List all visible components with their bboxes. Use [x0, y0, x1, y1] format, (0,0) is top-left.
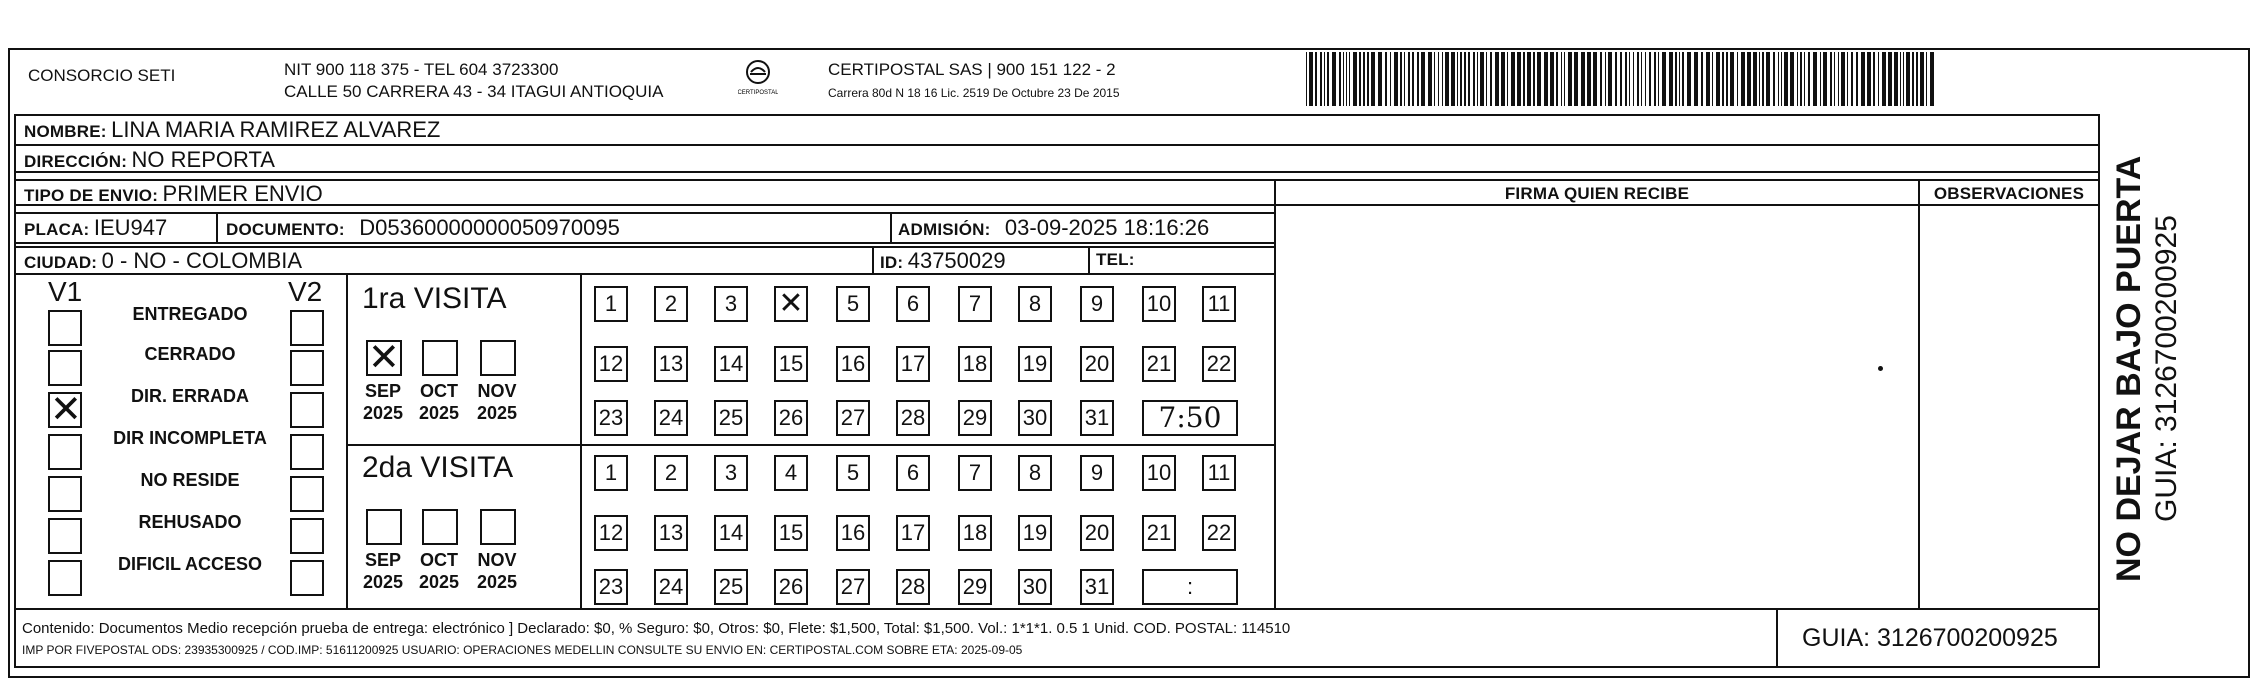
plate-value: IEU947 — [93, 215, 168, 240]
time-field[interactable]: 7:50 — [1142, 400, 1238, 436]
company-name: CERTIPOSTAL SAS | 900 151 122 - 2 — [828, 60, 1116, 79]
day-box[interactable]: 27 — [836, 569, 870, 605]
certipostal-logo — [738, 58, 778, 102]
day-box[interactable]: 4 — [774, 455, 808, 491]
month-checkbox[interactable] — [422, 340, 458, 376]
day-box[interactable]: 24 — [654, 569, 688, 605]
day-box[interactable]: 28 — [896, 569, 930, 605]
admision-label: ADMISIÓN: — [898, 220, 991, 239]
nombre-label: NOMBRE: — [24, 122, 107, 141]
recipient-name-row — [24, 117, 440, 143]
day-box[interactable]: 2 — [654, 286, 688, 322]
day-box[interactable]: 7 — [958, 286, 992, 322]
day-box[interactable]: 5 — [836, 455, 870, 491]
observaciones-header: OBSERVACIONES — [1933, 184, 2085, 203]
id-value: 43750029 — [907, 248, 1006, 273]
tel-row — [1096, 250, 1135, 270]
status-label: CERRADO — [144, 344, 236, 364]
v2-checkbox[interactable] — [290, 350, 324, 386]
city-value: 0 - NO - COLOMBIA — [101, 248, 303, 273]
admission-value: 03-09-2025 18:16:26 — [1004, 215, 1210, 240]
v2-checkbox[interactable] — [290, 310, 324, 346]
month-name: SEP — [364, 381, 402, 401]
id-label: ID: — [880, 253, 904, 272]
license-text: Carrera 80d N 18 16 Lic. 2519 De Octubre 23 De 2015 — [828, 86, 1120, 100]
day-box[interactable]: 10 — [1142, 286, 1176, 322]
month-checkbox[interactable] — [480, 509, 516, 545]
v2-label: V2 — [288, 276, 323, 307]
v2-checkbox[interactable] — [290, 518, 324, 554]
v1-checkbox[interactable] — [48, 476, 82, 512]
v1-checkbox[interactable] — [48, 518, 82, 554]
address-line: CALLE 50 CARRERA 43 - 34 ITAGUI ANTIOQUIA — [284, 82, 664, 101]
print-info: IMP POR FIVEPOSTAL ODS: 23935300925 / COD.IMP: 51611200925 USUARIO: OPERACIONES MEDELLIN CONSULTE SU ENVIO EN: CERTIPOSTAL.COM SOBRE ETA: 2025-09-05 — [22, 643, 1023, 657]
documento-label: DOCUMENTO: — [226, 220, 345, 239]
day-box[interactable]: 29 — [958, 569, 992, 605]
day-box[interactable]: 28 — [896, 400, 930, 436]
side-warning: NO DEJAR BAJO PUERTA — [2110, 155, 2148, 582]
day-box[interactable]: 31 — [1080, 569, 1114, 605]
status-label: DIR INCOMPLETA — [113, 428, 267, 448]
month-year: 2025 — [362, 403, 404, 423]
day-box[interactable]: 20 — [1080, 515, 1114, 551]
day-box[interactable]: 18 — [958, 346, 992, 382]
direccion-label: DIRECCIÓN: — [24, 152, 128, 171]
id-row — [880, 248, 1006, 274]
checkmark-icon: ✕ — [368, 335, 400, 379]
firma-header: FIRMA QUIEN RECIBE — [1504, 184, 1690, 203]
day-box[interactable]: 17 — [896, 346, 930, 382]
month-label — [470, 549, 524, 593]
day-box[interactable]: 14 — [714, 515, 748, 551]
day-box[interactable]: 13 — [654, 346, 688, 382]
v1-checkbox[interactable] — [48, 350, 82, 386]
month-label — [356, 380, 410, 424]
day-box[interactable]: 19 — [1018, 515, 1052, 551]
content-description: Contenido: Documentos Medio recepción prueba de entrega: electrónico ] Declarado: $0, % Seguro: $0, Otros: $0, Flete: $1,500, Total: $1,500. Vol.: 1*1*1. 0.5 1 Unid. COD. POSTAL: 114510 — [22, 620, 1291, 637]
month-name: OCT — [420, 550, 458, 570]
time-field[interactable]: : — [1142, 569, 1238, 605]
day-box[interactable]: 11 — [1202, 286, 1236, 322]
day-box[interactable]: 12 — [594, 515, 628, 551]
day-box[interactable]: ✕ — [774, 286, 808, 322]
month-checkbox[interactable] — [480, 340, 516, 376]
day-box[interactable]: 25 — [714, 569, 748, 605]
placa-label: PLACA: — [24, 220, 90, 239]
v2-checkbox[interactable] — [290, 560, 324, 596]
month-name: NOV — [477, 550, 517, 570]
nit-line: NIT 900 118 375 - TEL 604 3723300 — [284, 60, 559, 79]
shipment-type: PRIMER ENVIO — [162, 181, 323, 206]
status-label: DIR. ERRADA — [130, 386, 249, 406]
day-box[interactable]: 16 — [836, 346, 870, 382]
document-value: D05360000000050970095 — [359, 215, 620, 240]
v1-label: V1 — [48, 276, 83, 307]
day-box[interactable]: 16 — [836, 515, 870, 551]
day-box[interactable]: 1 — [594, 286, 628, 322]
day-box[interactable]: 18 — [958, 515, 992, 551]
visit-title: 1ra VISITA — [362, 282, 507, 315]
admission-row — [898, 215, 1209, 241]
day-box[interactable]: 21 — [1142, 515, 1176, 551]
day-box[interactable]: 3 — [714, 286, 748, 322]
v1-checkbox[interactable] — [48, 310, 82, 346]
day-box[interactable]: 29 — [958, 400, 992, 436]
month-year: 2025 — [418, 403, 460, 423]
day-box[interactable]: 10 — [1142, 455, 1176, 491]
month-year: 2025 — [362, 572, 404, 592]
v2-checkbox[interactable] — [290, 434, 324, 470]
month-name: SEP — [364, 550, 402, 570]
tipo-envio-label: TIPO DE ENVIO: — [24, 186, 159, 205]
day-box[interactable]: 21 — [1142, 346, 1176, 382]
day-box[interactable]: 27 — [836, 400, 870, 436]
status-label: ENTREGADO — [132, 304, 248, 324]
v1-checkbox[interactable] — [48, 560, 82, 596]
status-label: NO RESIDE — [140, 470, 240, 490]
day-box[interactable]: 9 — [1080, 455, 1114, 491]
v1-checkbox[interactable] — [48, 434, 82, 470]
tel-label: TEL: — [1096, 250, 1135, 269]
day-box[interactable]: 9 — [1080, 286, 1114, 322]
day-box[interactable]: 30 — [1018, 400, 1052, 436]
day-box[interactable]: 26 — [774, 400, 808, 436]
day-box[interactable]: 17 — [896, 515, 930, 551]
month-year: 2025 — [476, 403, 518, 423]
day-box[interactable]: 19 — [1018, 346, 1052, 382]
day-box[interactable]: 12 — [594, 346, 628, 382]
month-checkbox[interactable] — [422, 509, 458, 545]
address-row — [24, 147, 275, 173]
day-box[interactable]: 31 — [1080, 400, 1114, 436]
footer-guia: GUIA: 3126700200925 — [1802, 624, 2058, 652]
city-row — [24, 248, 302, 274]
address-value: NO REPORTA — [131, 147, 275, 172]
month-label — [412, 380, 466, 424]
month-label — [470, 380, 524, 424]
logo-text: CERTIPOSTAL — [738, 90, 778, 96]
day-box[interactable]: 13 — [654, 515, 688, 551]
ciudad-label: CIUDAD: — [24, 253, 98, 272]
day-box[interactable]: 6 — [896, 455, 930, 491]
day-box[interactable]: 25 — [714, 400, 748, 436]
side-guia: GUIA: 3126700200925 — [2150, 215, 2183, 522]
day-box[interactable]: 1 — [594, 455, 628, 491]
day-box[interactable]: 23 — [594, 400, 628, 436]
checkmark-icon: ✕ — [50, 387, 82, 431]
day-box[interactable]: 15 — [774, 346, 808, 382]
month-checkbox[interactable] — [366, 509, 402, 545]
shipment-type-row — [24, 181, 323, 207]
month-label — [356, 549, 410, 593]
day-box[interactable]: 26 — [774, 569, 808, 605]
status-label: DIFICIL ACCESO — [117, 554, 262, 574]
day-box[interactable]: 14 — [714, 346, 748, 382]
day-box[interactable]: 30 — [1018, 569, 1052, 605]
day-box[interactable]: 8 — [1018, 455, 1052, 491]
v2-checkbox[interactable] — [290, 392, 324, 428]
consortium-name: CONSORCIO SETI — [28, 66, 176, 85]
month-year: 2025 — [418, 572, 460, 592]
month-name: OCT — [420, 381, 458, 401]
plate-row — [24, 215, 167, 241]
month-label — [412, 549, 466, 593]
barcode — [1306, 52, 1940, 106]
day-box[interactable]: 6 — [896, 286, 930, 322]
day-box[interactable]: 22 — [1202, 346, 1236, 382]
day-box[interactable]: 22 — [1202, 515, 1236, 551]
day-box[interactable]: 23 — [594, 569, 628, 605]
month-year: 2025 — [476, 572, 518, 592]
day-box[interactable]: 5 — [836, 286, 870, 322]
day-box[interactable]: 24 — [654, 400, 688, 436]
document-row — [226, 215, 620, 241]
visit-title: 2da VISITA — [362, 451, 514, 484]
day-box[interactable]: 8 — [1018, 286, 1052, 322]
day-box[interactable]: 2 — [654, 455, 688, 491]
day-box[interactable]: 11 — [1202, 455, 1236, 491]
status-label: REHUSADO — [138, 512, 242, 532]
recipient-name: LINA MARIA RAMIREZ ALVAREZ — [111, 117, 441, 142]
day-box[interactable]: 15 — [774, 515, 808, 551]
day-box[interactable]: 7 — [958, 455, 992, 491]
month-name: NOV — [477, 381, 517, 401]
signature-mark — [1878, 366, 1883, 371]
day-box[interactable]: 3 — [714, 455, 748, 491]
v2-checkbox[interactable] — [290, 476, 324, 512]
day-box[interactable]: 20 — [1080, 346, 1114, 382]
